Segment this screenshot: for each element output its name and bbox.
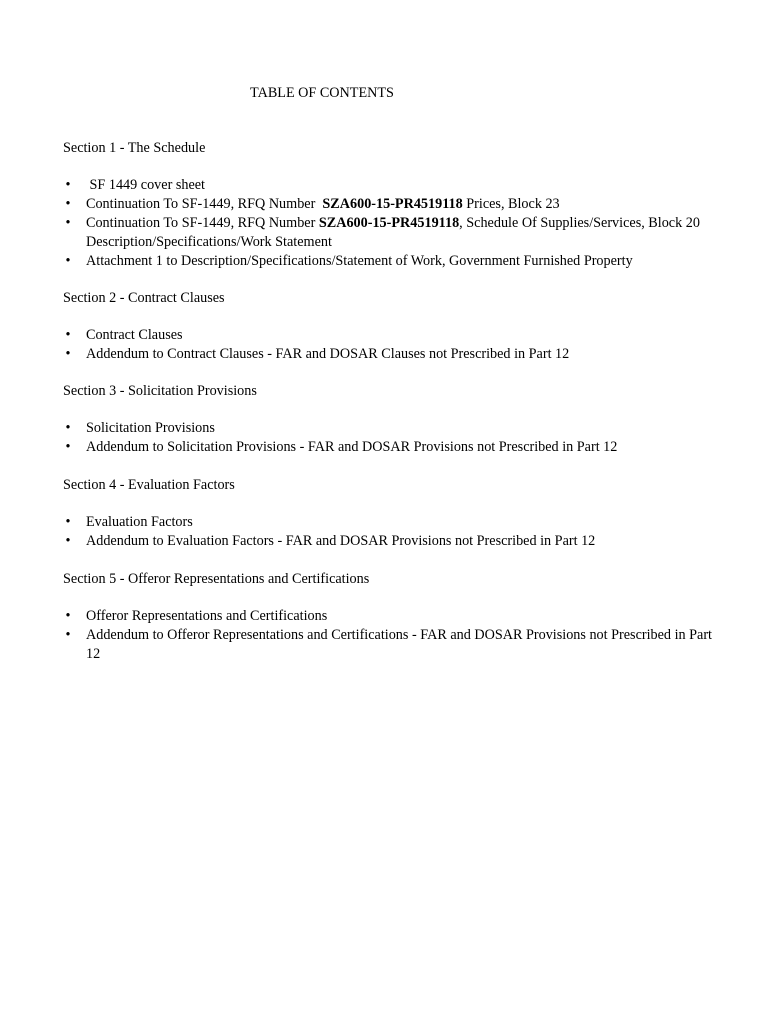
- section-5: [63, 570, 723, 664]
- list-item: [63, 419, 723, 438]
- item-text: Addendum to Solicitation Provisions - FAR and DOSAR Provisions not Prescribed in Part 12: [86, 439, 618, 455]
- section-item-list: [63, 176, 723, 271]
- item-text: Evaluation Factors: [86, 514, 193, 530]
- list-item: [63, 326, 723, 345]
- section-1: [63, 139, 723, 271]
- section-item-list: [63, 513, 723, 551]
- bullet-icon: •: [65, 253, 71, 269]
- bullet-icon: •: [65, 608, 71, 624]
- list-item: [63, 607, 723, 626]
- bullet-icon: •: [65, 327, 71, 343]
- section-2: [63, 289, 723, 364]
- item-text-prefix: Continuation To SF-1449, RFQ Number: [86, 196, 323, 212]
- section-heading: Section 3 - Solicitation Provisions: [63, 383, 257, 399]
- item-text-prefix: Continuation To SF-1449, RFQ Number: [86, 215, 319, 231]
- rfq-number: SZA600-15-PR4519118: [318, 215, 460, 231]
- item-text: Solicitation Provisions: [86, 420, 215, 436]
- page-title: TABLE OF CONTENTS: [250, 85, 394, 101]
- section-heading: Section 5 - Offeror Representations and Certifications: [63, 571, 370, 587]
- list-item: [63, 345, 723, 364]
- list-item: [63, 513, 723, 532]
- bullet-icon: •: [65, 420, 71, 436]
- section-heading: Section 1 - The Schedule: [63, 140, 206, 156]
- bullet-icon: •: [65, 215, 71, 231]
- item-text: Addendum to Contract Clauses - FAR and DOSAR Clauses not Prescribed in Part 12: [86, 346, 570, 362]
- item-text-suffix: , Schedule Of Supplies/Services, Block 20 Description/Specifications/Work Statement: [86, 215, 700, 250]
- bullet-icon: •: [65, 627, 71, 643]
- item-text: Addendum to Evaluation Factors - FAR and DOSAR Provisions not Prescribed in Part 12: [86, 533, 596, 549]
- list-item: [63, 626, 723, 664]
- item-text: Addendum to Offeror Representations and Certifications - FAR and DOSAR Provisions not Prescribed in Part 12: [86, 627, 713, 662]
- section-item-list: [63, 607, 723, 664]
- list-item: [63, 252, 723, 271]
- list-item: [63, 176, 723, 195]
- bullet-icon: •: [65, 514, 71, 530]
- bullet-icon: •: [65, 196, 71, 212]
- bullet-icon: •: [65, 346, 71, 362]
- section-heading: Section 4 - Evaluation Factors: [63, 477, 235, 493]
- bullet-icon: •: [65, 177, 71, 193]
- section-item-list: [63, 419, 723, 457]
- list-item: [63, 195, 723, 214]
- bullet-icon: •: [65, 533, 71, 549]
- section-4: [63, 476, 723, 551]
- section-heading: Section 2 - Contract Clauses: [63, 290, 225, 306]
- item-text: SF 1449 cover sheet: [86, 177, 206, 193]
- section-3: [63, 382, 723, 457]
- item-text-suffix: Prices, Block 23: [462, 196, 560, 212]
- item-text: Offeror Representations and Certifications: [86, 608, 328, 624]
- list-item: [63, 532, 723, 551]
- list-item: [63, 438, 723, 457]
- item-text: Attachment 1 to Description/Specifications/Statement of Work, Government Furnished Property: [86, 253, 633, 269]
- rfq-number: SZA600-15-PR4519118: [322, 196, 463, 212]
- list-item: [63, 214, 723, 252]
- section-item-list: [63, 326, 723, 364]
- item-text: Contract Clauses: [86, 327, 183, 343]
- bullet-icon: •: [65, 439, 71, 455]
